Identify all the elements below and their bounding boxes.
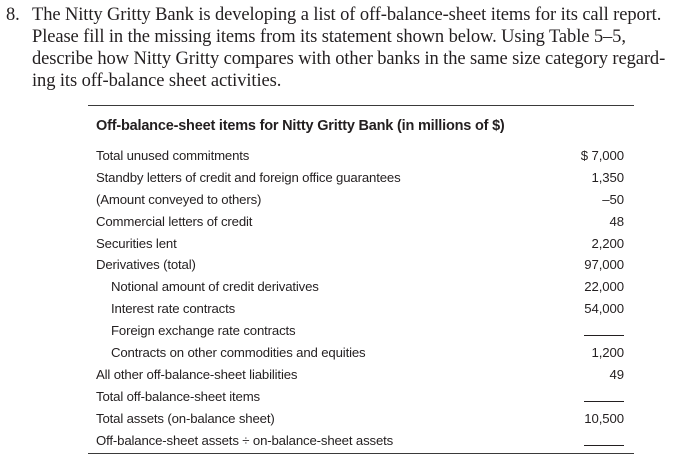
question-number: 8. xyxy=(6,5,20,25)
row-total-assets: Total assets (on-balance sheet) 10,500 xyxy=(96,410,624,426)
row-standby-letters-of-credit: Standby letters of credit and foreign office guarantees 1,350 xyxy=(96,169,624,185)
blank-answer-line xyxy=(584,335,624,336)
row-securities-lent: Securities lent 2,200 xyxy=(96,235,624,251)
question-line-3: describe how Nitty Gritty compares with other banks in the same size category regard- xyxy=(32,49,666,69)
row-total-off-balance-sheet: Total off-balance-sheet items xyxy=(88,386,634,408)
blank-answer-line xyxy=(584,445,624,446)
question-line-4: ing its off-balance sheet activities. xyxy=(32,71,282,91)
table-top-rule xyxy=(88,105,634,106)
row-credit-derivatives: Notional amount of credit derivatives 22,000 xyxy=(111,279,624,295)
question-line-2: Please fill in the missing items from its statement shown below. Using Table 5–5, xyxy=(32,27,626,47)
row-foreign-exchange-contracts: Foreign exchange rate contracts xyxy=(88,320,634,342)
question-line-1: 8. The Nitty Gritty Bank is developing a list of off-balance-sheet items for its call report. xyxy=(6,5,662,25)
row-amount-conveyed: (Amount conveyed to others) –50 xyxy=(96,191,624,207)
table-title: Off-balance-sheet items for Nitty Gritty Bank (in millions of $) xyxy=(96,118,505,134)
table-rows xyxy=(88,145,634,451)
row-commercial-letters-of-credit: Commercial letters of credit 48 xyxy=(96,213,624,229)
row-ratio: Off-balance-sheet assets ÷ on-balance-sheet assets xyxy=(88,430,634,452)
row-interest-rate-contracts: Interest rate contracts 54,000 xyxy=(111,301,624,317)
table-bottom-rule xyxy=(88,453,634,454)
blank-answer-line xyxy=(584,401,624,402)
off-balance-sheet-table xyxy=(88,105,634,448)
row-other-liabilities: All other off-balance-sheet liabilities 49 xyxy=(96,366,624,382)
row-commodities-equities: Contracts on other commodities and equities 1,200 xyxy=(111,345,624,361)
row-total-unused-commitments: Total unused commitments $ 7,000 xyxy=(96,148,624,163)
question-text xyxy=(6,4,696,92)
row-derivatives-total: Derivatives (total) 97,000 xyxy=(96,257,624,273)
